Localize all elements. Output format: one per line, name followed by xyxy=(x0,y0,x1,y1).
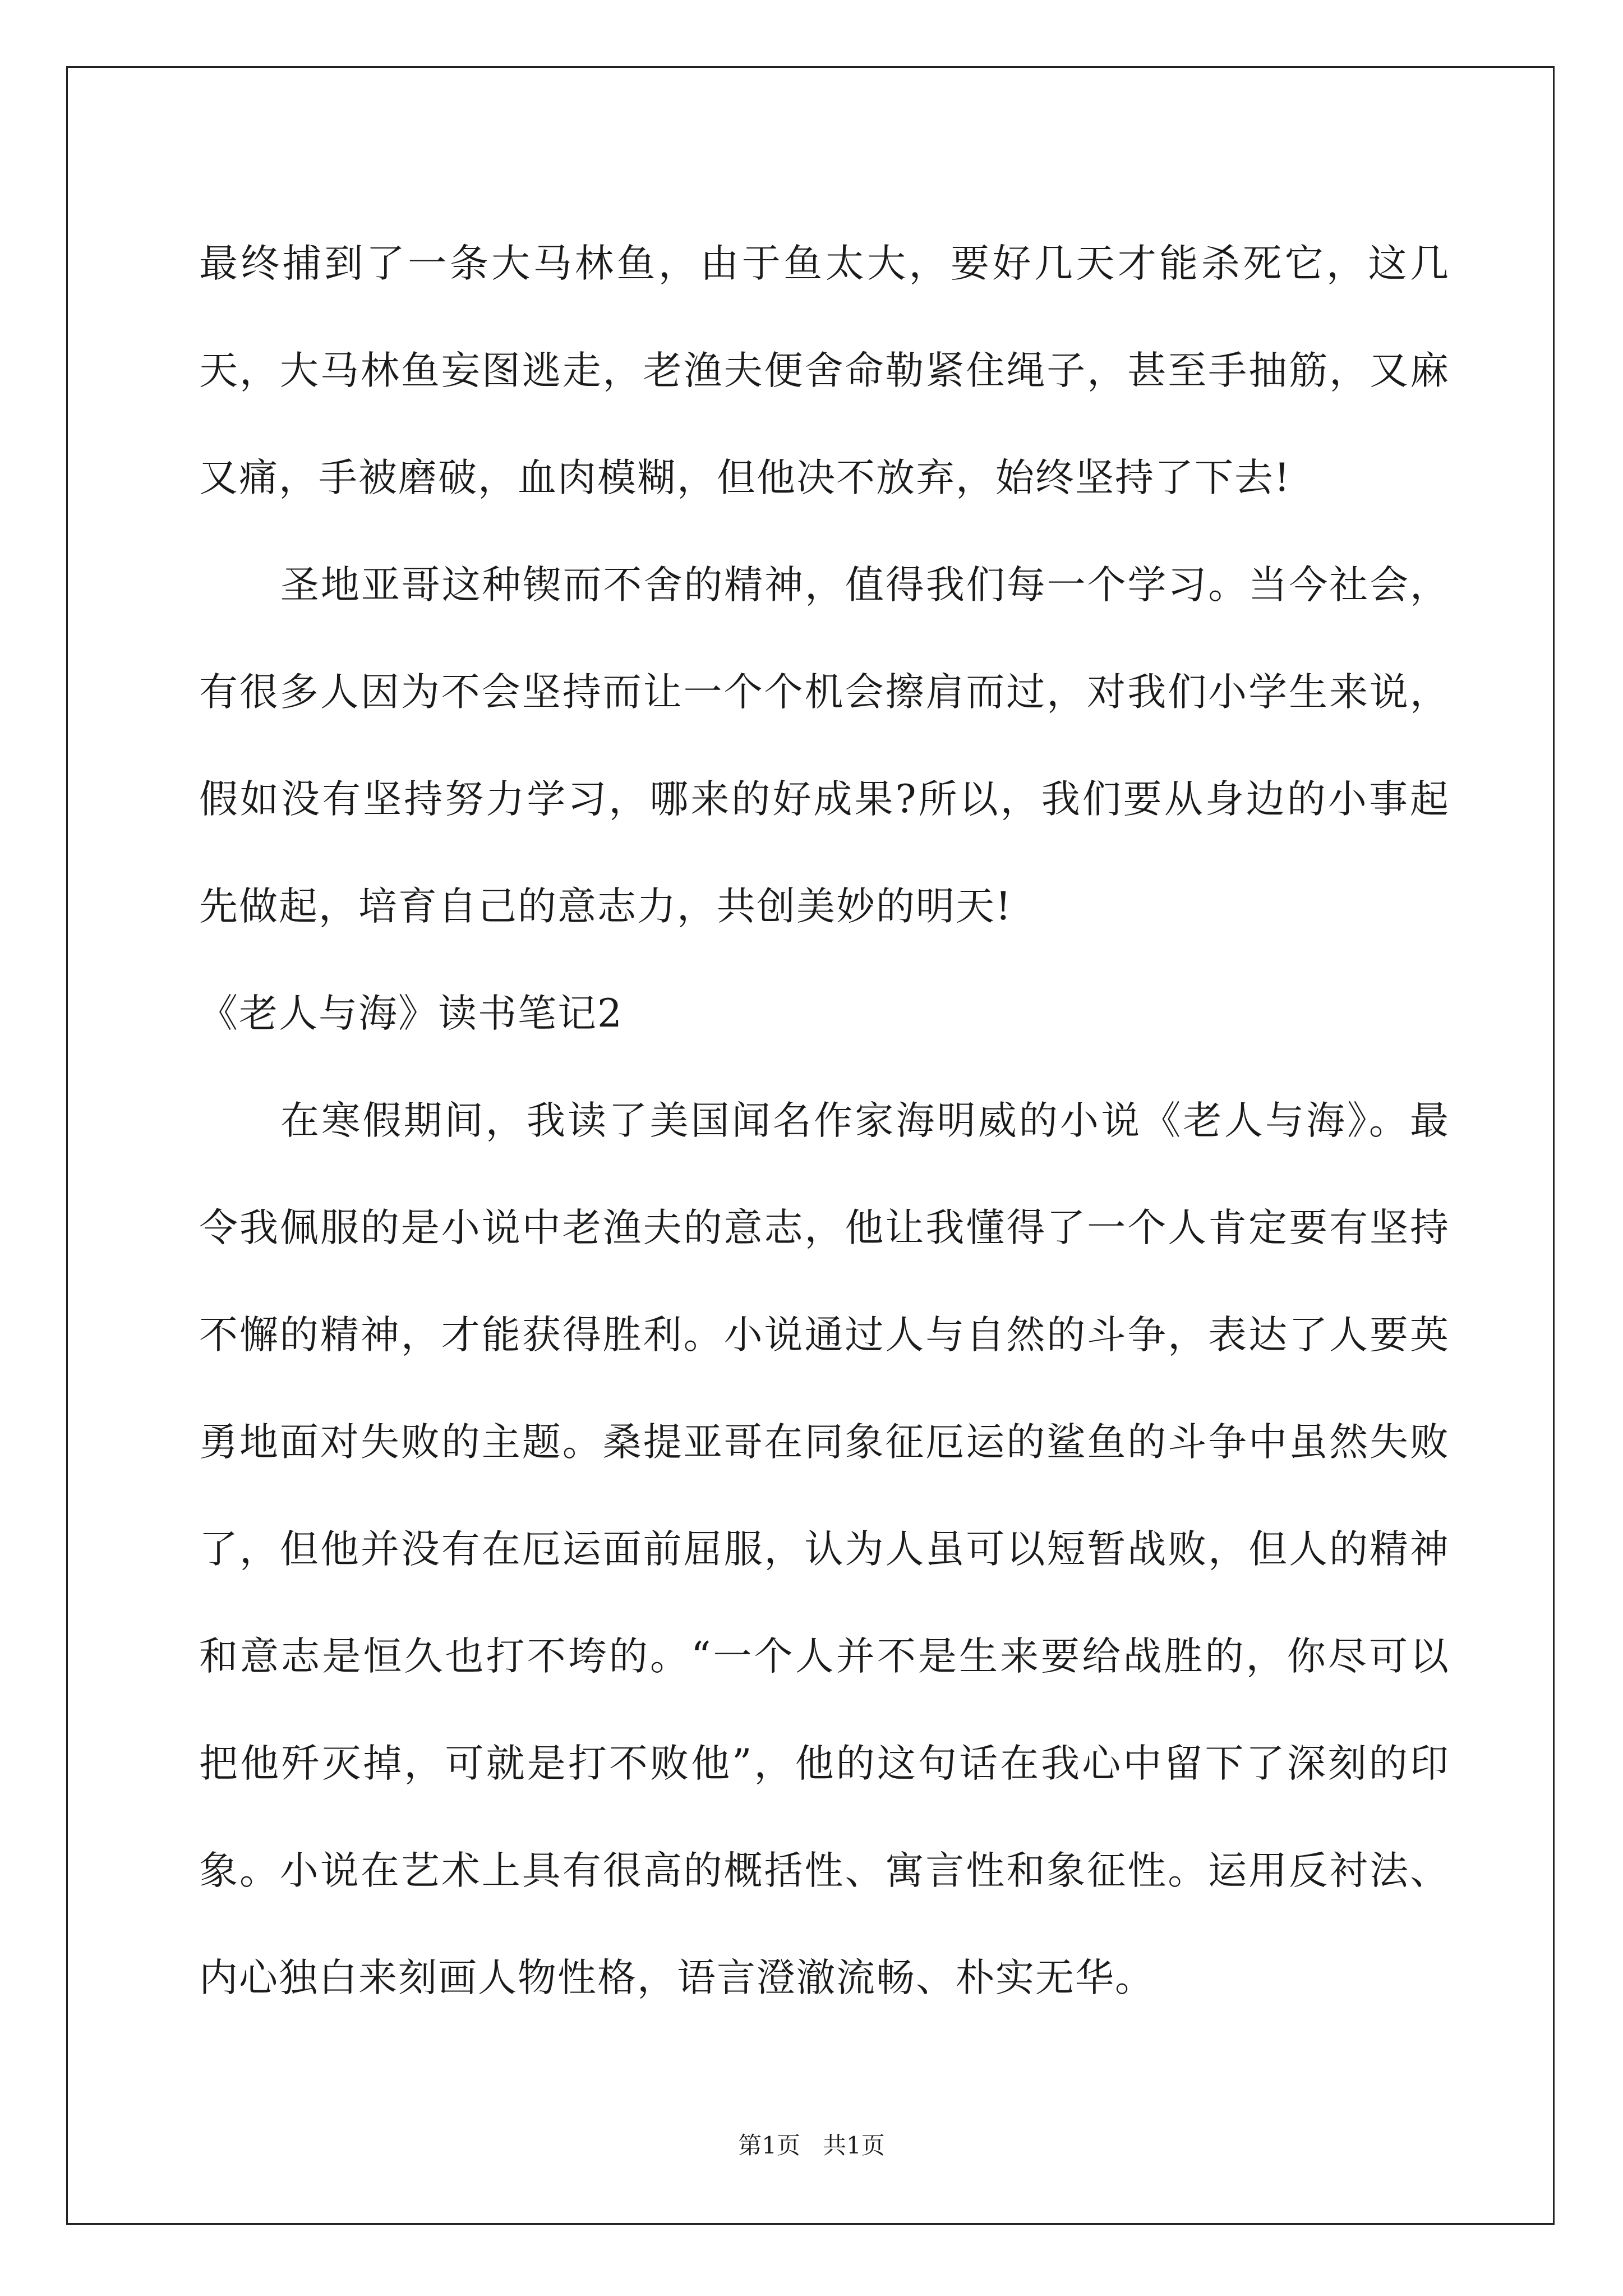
paragraph: 最终捕到了一条大马林鱼，由于鱼太大，要好几天才能杀死它，这几天，大马林鱼妄图逃走，老渔夫便舍命勒紧住绳子，甚至手抽筋，又麻又痛，手被磨破，血肉模糊，但他决不放弃，始终坚持了下去! xyxy=(199,241,1450,500)
paragraph: 在寒假期间，我读了美国闻名作家海明威的小说《老人与海》。最令我佩服的是小说中老渔夫的意志，他让我懂得了一个人肯定要有坚持不懈的精神，才能获得胜利。小说通过人与自然的斗争，表达了人要英勇地面对失败的主题。桑提亚哥在同象征厄运的鲨鱼的斗争中虽然失败了，但他并没有在厄运面前屈服，认为人虽可以短暂战败，但人的精神和意志是恒久也打不垮的。“一个人并不是生来要给战胜的，你尽可以把他歼灭掉，可就是打不败他”，他的这句话在我心中留下了深刻的印象。小说在艺术上具有很高的概括性、寓言性和象征性。运用反衬法、内心独白来刻画人物性格，语言澄澈流畅、朴实无华。 xyxy=(199,1098,1450,2000)
section-heading: 《老人与海》读书笔记2 xyxy=(199,991,623,1036)
document-body xyxy=(199,210,1450,2032)
paragraph: 圣地亚哥这种锲而不舍的精神，值得我们每一个学习。当今社会，有很多人因为不会坚持而让一个个机会擦肩而过，对我们小学生来说，假如没有坚持努力学习，哪来的好成果?所以，我们要从身边的小事起先做起，培育自己的意志力，共创美妙的明天! xyxy=(199,563,1450,929)
page-number-footer: 第1页 共1页 xyxy=(738,2132,885,2159)
